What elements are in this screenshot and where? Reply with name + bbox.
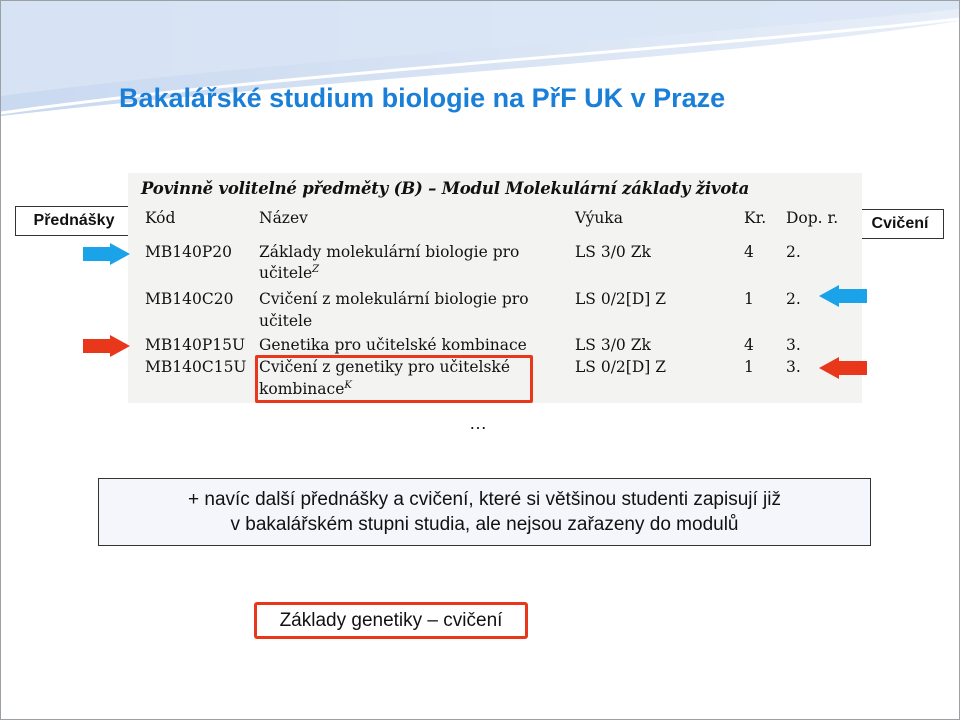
note-line-1: + navíc další přednášky a cvičení, které si většinou studenti zapisují již bbox=[188, 489, 781, 510]
slide-title: Bakalářské studium biologie na PřF UK v Praze bbox=[119, 83, 726, 113]
column-header-nazev: Název bbox=[259, 209, 308, 227]
table-row-4-kod: MB140C15U bbox=[145, 358, 247, 376]
table-row-3-dop: 3. bbox=[786, 336, 801, 354]
table-row-2-nazev-line2: učitele bbox=[259, 312, 313, 330]
table-row-1-kr: 4 bbox=[744, 243, 754, 261]
table-row-1-vyuka: LS 3/0 Zk bbox=[575, 243, 651, 261]
column-header-vyuka: Výuka bbox=[575, 209, 623, 227]
table-row-3-kod: MB140P15U bbox=[145, 336, 246, 354]
table-row-1-superscript: Z bbox=[312, 263, 320, 275]
table-row-2-kr: 1 bbox=[744, 290, 754, 308]
table-row-1-nazev-line2: učitele bbox=[259, 264, 313, 282]
table-row-3-nazev: Genetika pro učitelské kombinace bbox=[259, 336, 527, 354]
column-header-kr: Kr. bbox=[744, 209, 767, 227]
table-row-2-nazev: Cvičení z molekulární biologie pro bbox=[259, 290, 529, 308]
table-row-4-nazev-line2: kombinace bbox=[259, 380, 345, 398]
table-row-4-kr: 1 bbox=[744, 358, 754, 376]
arrow-right-blue-icon bbox=[83, 247, 133, 261]
table-row-1-nazev-cont bbox=[259, 262, 319, 284]
table-row-4-dop: 3. bbox=[786, 358, 801, 376]
table-heading: Povinně volitelné předměty (B) – Modul Molekulární základy života bbox=[141, 179, 750, 198]
note-box bbox=[98, 478, 871, 546]
table-row-2-kod: MB140C20 bbox=[145, 290, 234, 308]
header-swoosh-decoration bbox=[1, 1, 959, 141]
table-row-4-superscript: K bbox=[344, 379, 352, 391]
lectures-label: Přednášky bbox=[15, 206, 133, 236]
course-table bbox=[128, 173, 862, 403]
table-row-3-kr: 4 bbox=[744, 336, 754, 354]
table-row-1-nazev: Základy molekulární biologie pro bbox=[259, 243, 520, 261]
table-row-1-dop: 2. bbox=[786, 243, 801, 261]
ellipsis: … bbox=[469, 413, 487, 433]
column-header-kod: Kód bbox=[145, 209, 176, 227]
arrow-right-red-icon bbox=[83, 339, 133, 353]
column-header-dop: Dop. r. bbox=[786, 209, 839, 227]
table-row-4-vyuka: LS 0/2[D] Z bbox=[575, 358, 667, 376]
highlight-frame-genetics-exercise bbox=[255, 355, 533, 403]
note-line-2: v bakalářském stupni studia, ale nejsou zařazeny do modulů bbox=[230, 514, 739, 535]
arrow-left-red-icon bbox=[819, 361, 867, 375]
table-row-3-vyuka: LS 3/0 Zk bbox=[575, 336, 651, 354]
exercises-label: Cvičení bbox=[856, 209, 944, 239]
arrow-left-blue-icon bbox=[819, 289, 867, 303]
table-row-2-vyuka: LS 0/2[D] Z bbox=[575, 290, 667, 308]
table-row-2-dop: 2. bbox=[786, 290, 801, 308]
table-row-4-nazev: Cvičení z genetiky pro učitelské bbox=[259, 358, 510, 376]
genetics-exercise-box: Základy genetiky – cvičení bbox=[254, 602, 528, 639]
table-row-1-kod: MB140P20 bbox=[145, 243, 232, 261]
